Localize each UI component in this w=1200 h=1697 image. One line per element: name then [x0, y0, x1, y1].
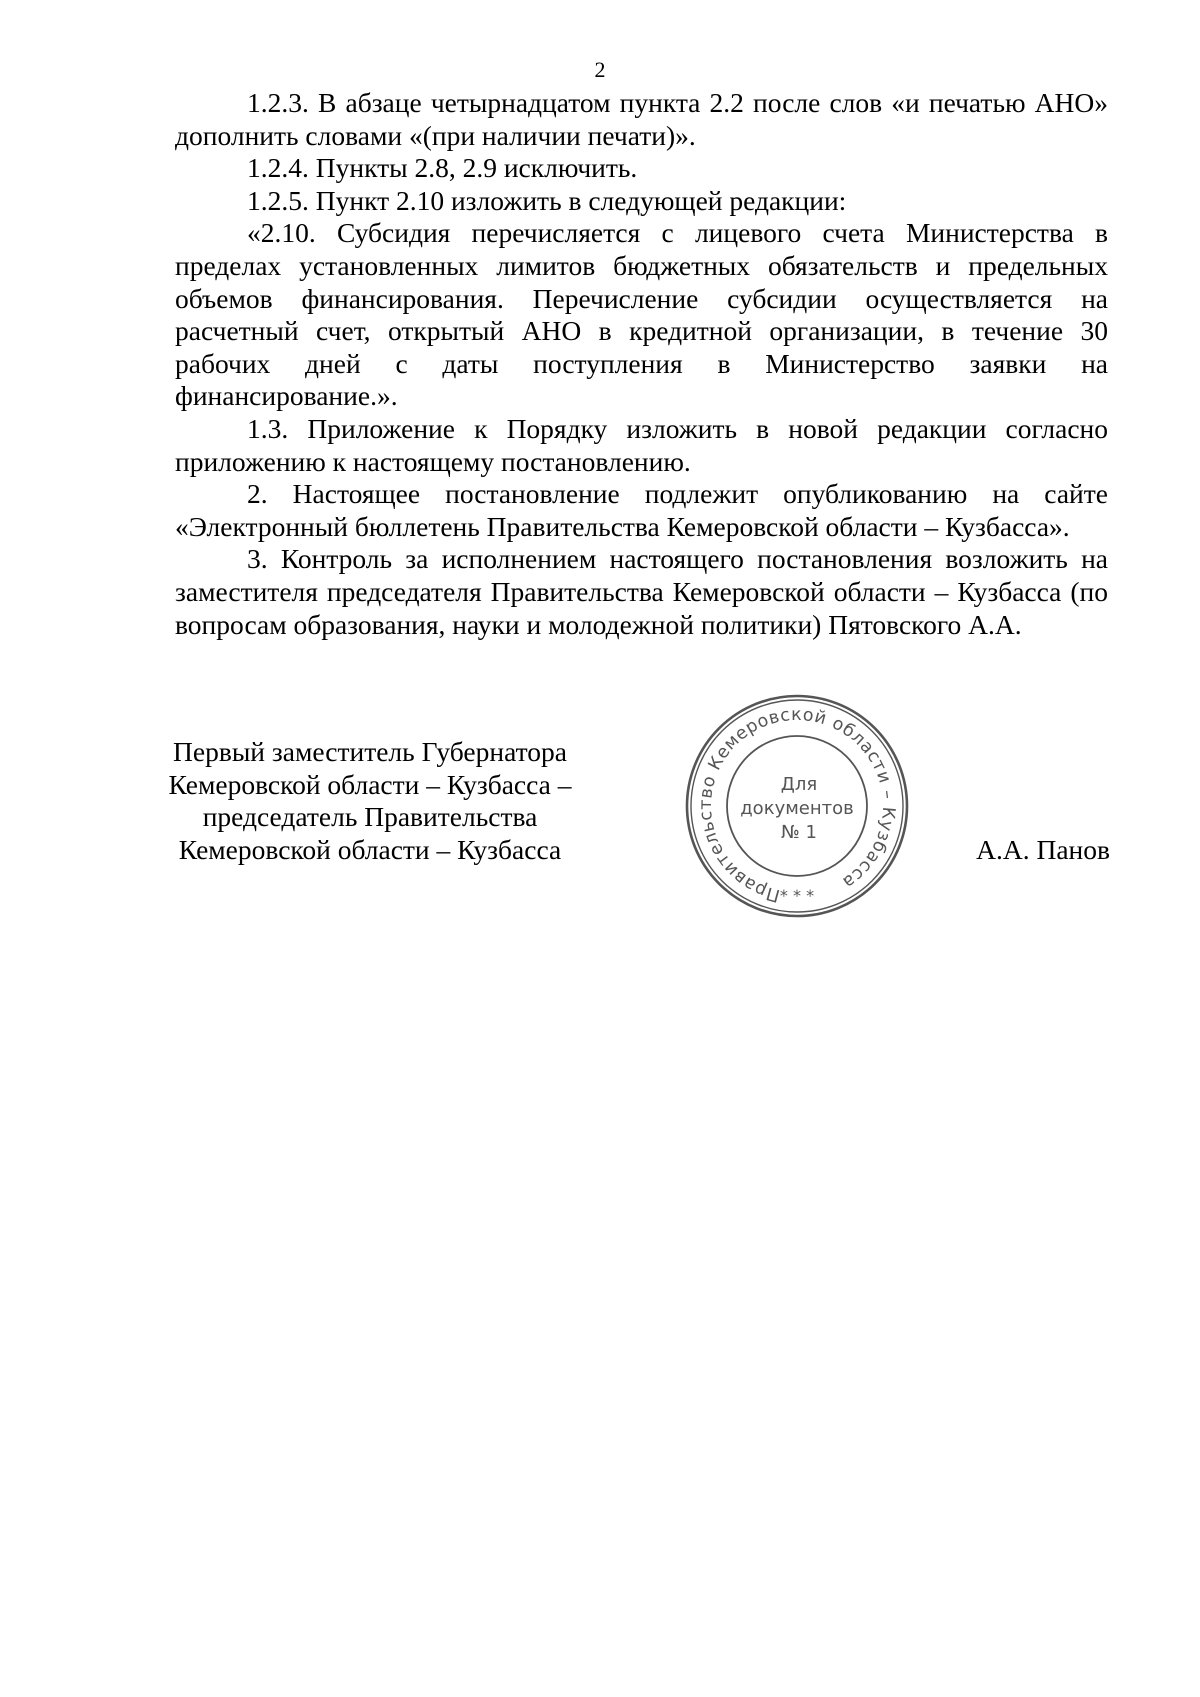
paragraph-1-2-5: 1.2.5. Пункт 2.10 изложить в следующей редакции:: [247, 184, 847, 216]
seal-center-line: документов: [740, 798, 854, 819]
signatory-title-line: Первый заместитель Губернатора: [173, 736, 567, 767]
seal-center-line: Для: [780, 774, 818, 795]
paragraph-2-10-quote: «2.10. Субсидия перечисляется с лицевого счета Министерства в пределах установленных лимитов бюджетных обязательств и предельных объемов финансирования. Перечисление субсидии осуществляется на расчетный счет, открытый АНО в кредитной организации, в течение 30 рабочих дней с даты поступления в Министерство заявки на финансирование.».: [175, 217, 1108, 412]
paragraph-3: 3. Контроль за исполнением настоящего постановления возложить на заместителя председателя Правительства Кемеровской области – Кузбасса (по вопросам образования, науки и молодежной политики) Пятовского А.А.: [175, 543, 1108, 640]
paragraph-2: 2. Настоящее постановление подлежит опубликованию на сайте «Электронный бюллетень Правительства Кемеровской области – Кузбасса».: [175, 478, 1108, 542]
signatory-title-line: председатель Правительства: [202, 801, 538, 833]
seal-ring-text: Правительство Кемеровской области – Кузбасса: [695, 704, 899, 906]
paragraph-1-2-4: 1.2.4. Пункты 2.8, 2.9 исключить.: [247, 152, 638, 184]
signatory-name: А.А. Панов: [976, 834, 1110, 865]
signatory-title: [150, 736, 590, 866]
paragraph-1-3: 1.3. Приложение к Порядку изложить в новой редакции согласно приложению к настоящему постановлению.: [175, 412, 1108, 477]
seal-stamp-icon: [683, 692, 911, 920]
seal-center-line: № 1: [781, 822, 817, 843]
signatory-title-line: Кемеровской области – Кузбасса: [178, 833, 562, 865]
official-seal: [683, 692, 911, 920]
signatory-title-line: Кемеровской области – Кузбасса –: [168, 768, 572, 800]
paragraph-1-2-3: 1.2.3. В абзаце четырнадцатом пункта 2.2 после слов «и печатью АНО» дополнить словами «(при наличии печати)».: [175, 87, 1108, 151]
page-number: 2: [594, 57, 606, 82]
seal-stars: * * *: [779, 886, 815, 905]
document-body: [175, 87, 1108, 641]
